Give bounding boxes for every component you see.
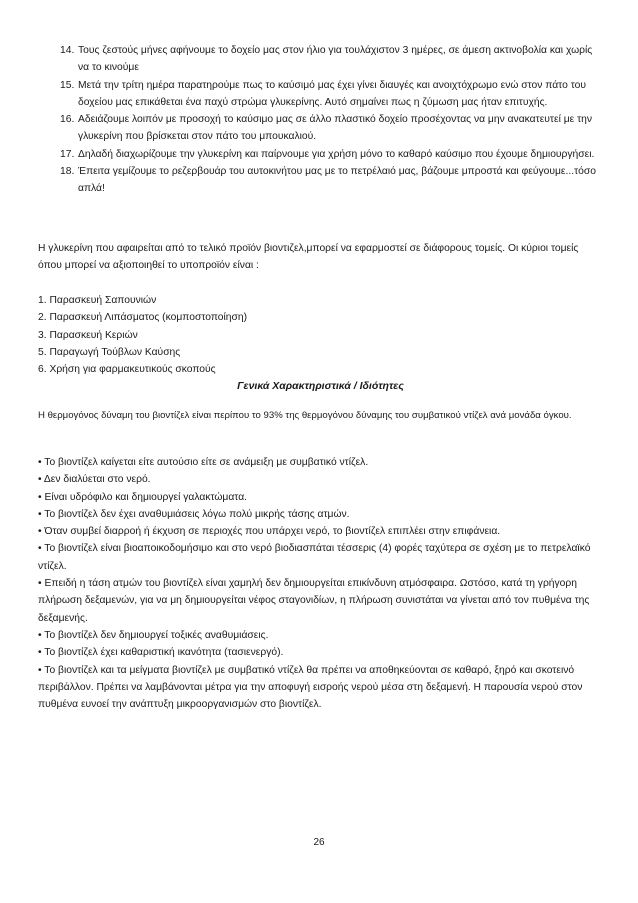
sector-item: 2. Παρασκευή Λιπάσματος (κομποστοποίηση) xyxy=(38,312,248,324)
glycerin-paragraph: Η γλυκερίνη που αφαιρείται από το τελικό προϊόν βιοντιζελ,μπορεί να εφαρμοστεί σε διάφορους τομείς. Οι κύριοι τομείς όπου μπορεί να αξιοποιηθεί το υποπροϊόν είναι : xyxy=(38,243,579,271)
step-text: Μετά την τρίτη ημέρα παρατηρούμε πως το καύσιμό μας έχει γίνει διαυγές και ανοιχτόχρωμο ενώ στον πάτο του δοχείου μας επικάθεται ένα παχύ στρώμα γλυκερίνης. Αυτό σημαίνει πως η ζύμωση μας ήταν επιτυχής. xyxy=(78,79,586,108)
procedure-step xyxy=(38,111,603,146)
step-text: Τους ζεστούς μήνες αφήνουμε το δοχείο μας στον ήλιο για τουλάχιστον 3 ημέρες, σε άμεση ακτινοβολία και χωρίς να το κινούμε xyxy=(78,45,593,74)
sector-list xyxy=(38,292,603,378)
sector-item: 1. Παρασκευή Σαπουνιών xyxy=(38,295,157,306)
property-item: • Όταν συμβεί διαρροή ή έκχυση σε περιοχές που υπάρχει νερό, το βιοντίζελ επιπλέει στην επιφάνεια. xyxy=(38,526,501,538)
sector-item: 6. Χρήση για φαρμακευτικούς σκοπούς xyxy=(38,364,216,376)
procedure-steps xyxy=(38,42,603,198)
procedure-step xyxy=(38,146,603,163)
sector-item: 5. Παραγωγή Τούβλων Καύσης xyxy=(38,346,181,358)
step-number: 17. xyxy=(60,148,75,160)
step-number: 15. xyxy=(60,79,75,91)
property-item: • Το βιοντίζελ είναι βιοαποικοδομήσιμο και στο νερό βιοδιασπάται τέσσερις (4) φορές ταχύτερα σε σχέση με το πετρελαϊκό ντίζελ. xyxy=(38,543,591,572)
procedure-step xyxy=(38,77,603,112)
property-item: • Το βιοντίζελ έχει καθαριστική ικανότητα (τασιενεργό). xyxy=(38,647,284,659)
page-number: 26 xyxy=(313,837,325,848)
step-number: 18. xyxy=(60,166,75,178)
property-item: • Το βιοντίζελ δεν δημιουργεί τοξικές αναθυμιάσεις. xyxy=(38,629,269,641)
step-number: 16. xyxy=(60,114,75,126)
step-text: Δηλαδή διαχωρίζουμε την γλυκερίνη και παίρνουμε για χρήση μόνο το καθαρό καύσιμο που έχουμε δημιουργήσει. xyxy=(78,148,595,160)
property-item: • Είναι υδρόφιλο και δημιουργεί γαλακτώματα. xyxy=(38,491,248,503)
property-item: • Επειδή η τάση ατμών του βιοντίζελ είναι χαμηλή δεν δημιουργείται επικίνδυνη ατμόσφαιρα. Ωστόσο, κατά τη γρήγορη πλήρωση δεξαμενών, για να μη δημιουργείται νέφος σταγονιδίων, η πλήρωση συνιστάται να γίνεται από τον πυθμένα της δεξαμενής. xyxy=(38,578,590,624)
properties-list xyxy=(38,454,603,713)
heat-paragraph: Η θερμογόνος δύναμη του βιοντίζελ είναι περίπου το 93% της θερμογόνου δύναμης του συμβατικού ντίζελ ανά μονάδα όγκου. xyxy=(38,410,572,421)
step-text: Έπειτα γεμίζουμε το ρεζερβουάρ του αυτοκινήτου μας με το πετρέλαιό μας, βάζουμε μπροστά και φεύγουμε...τόσο απλά! xyxy=(78,166,596,195)
sector-item: 3. Παρασκευή Κεριών xyxy=(38,329,138,341)
step-number: 14. xyxy=(60,45,75,56)
step-text: Αδειάζουμε λοιπόν με προσοχή το καύσιμο μας σε άλλο πλαστικό δοχείο προσέχοντας να μην ανακατευτεί με την γλυκερίνη που βρίσκεται στον πάτο του μπουκαλιού. xyxy=(78,114,593,143)
property-item: • Το βιοντίζελ δεν έχει αναθυμιάσεις λόγω πολύ μικρής τάσης ατμών. xyxy=(38,508,350,520)
procedure-step xyxy=(38,163,603,198)
procedure-step xyxy=(38,42,603,77)
property-item: • Το βιοντίζελ καίγεται είτε αυτούσιο είτε σε ανάμειξη με συμβατικό ντίζελ. xyxy=(38,457,369,468)
section-heading: Γενικά Χαρακτηριστικά / Ιδιότητες xyxy=(237,380,404,392)
property-item: • Το βιοντίζελ και τα μείγματα βιοντίζελ με συμβατικό ντίζελ θα πρέπει να αποθηκεύονται σε καθαρό, ξηρό και σκοτεινό περιβάλλον. Πρέπει να λαμβάνονται μέτρα για την αποφυγή εισροής νερού μέσα στη δεξαμενή. Η παρουσία νερού στον πυθμένα ευνοεί την ανάπτυξη μικροοργανισμών στο βιοντίζελ. xyxy=(38,664,583,711)
property-item: • Δεν διαλύεται στο νερό. xyxy=(38,474,151,486)
